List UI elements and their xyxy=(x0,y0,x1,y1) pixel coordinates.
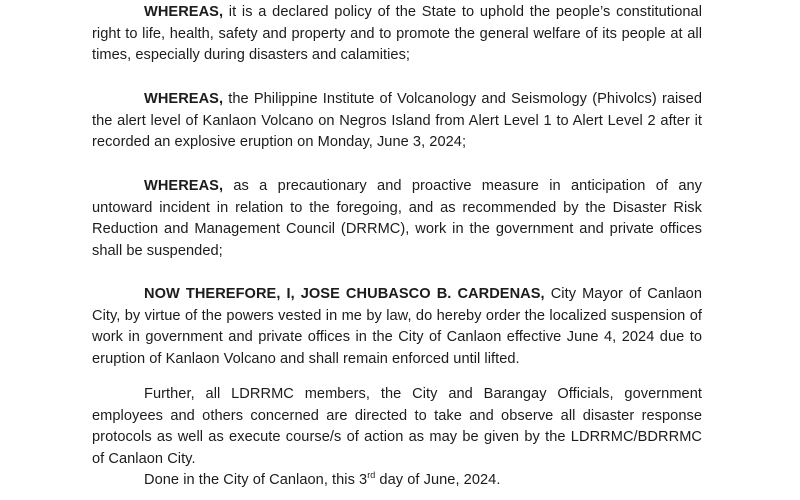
paragraph-body: the Philippine Institute of Volcanology and Seismology (Phivolcs) raised the alert level of Kanlaon Volcano on Negros Island from Alert Level 1 to Alert Level 2 after it recorded an explosive eruption on Monday, June 3, 2024; xyxy=(92,91,702,150)
closing-prefix: Done in the City of Canlaon, this 3 xyxy=(144,472,368,488)
closing-superscript: rd xyxy=(367,470,376,480)
now-therefore-paragraph xyxy=(92,284,702,370)
further-paragraph xyxy=(92,384,702,470)
paragraph-body: as a precautionary and proactive measure in anticipation of any untoward incident in relation to the foregoing, and as recommended by the Disaster Risk Reduction and Management Council (DRRMC), work in the government and private offices shall be suspended; xyxy=(92,178,702,259)
paragraph-lead: NOW THEREFORE, I, JOSE CHUBASCO B. CARDENAS, xyxy=(144,286,545,302)
whereas-paragraph-1 xyxy=(92,2,702,67)
paragraph-lead: WHEREAS, xyxy=(144,91,224,107)
paragraph-lead: WHEREAS, xyxy=(144,4,224,20)
paragraph-body: City Mayor of Canlaon City, by virtue of the powers vested in me by law, do hereby order the localized suspension of work in government and private offices in the City of Canlaon effective June 4, 2024 due to eruption of Kanlaon Volcano and shall remain enforced until lifted. xyxy=(92,286,702,367)
paragraph-lead: WHEREAS, xyxy=(144,178,224,194)
paragraph-body: it is a declared policy of the State to uphold the people’s constitutional right to life, health, safety and property and to promote the general welfare of its people at all times, especially during disasters and calamities; xyxy=(92,4,702,63)
whereas-paragraph-2 xyxy=(92,89,702,154)
closing-suffix: day of June, 2024. xyxy=(375,472,501,488)
whereas-paragraph-3 xyxy=(92,176,702,262)
closing-line xyxy=(92,470,702,492)
paragraph-body: Further, all LDRRMC members, the City and Barangay Officials, government employees and others concerned are directed to take and observe all disaster response protocols as well as execute course/s of action as may be given by the LDRRMC/BDRRMC of Canlaon City. xyxy=(92,386,702,467)
